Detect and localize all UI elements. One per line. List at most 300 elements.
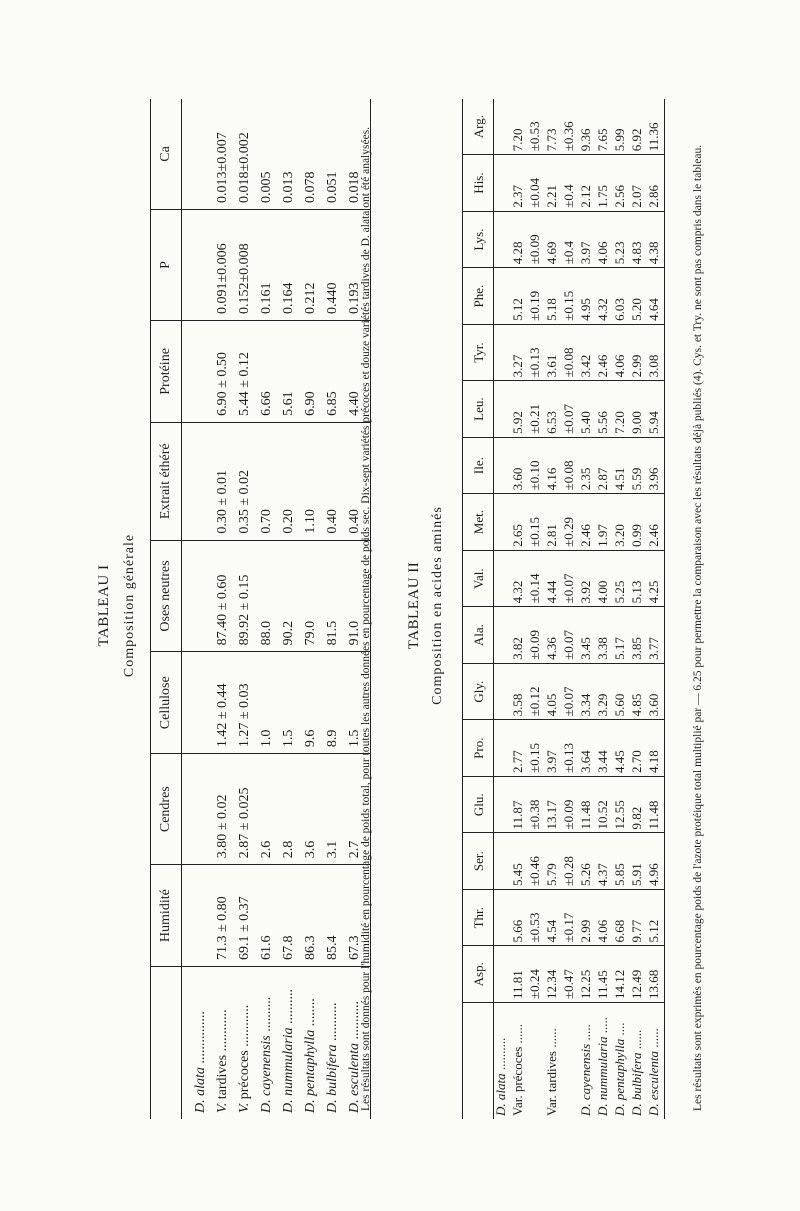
table-row — [647, 99, 665, 1119]
table-cell: 4.44 — [545, 550, 562, 607]
tableau2-header-2: Thr. — [463, 889, 494, 946]
table-cell: ±0.24 — [528, 946, 545, 1003]
table-cell: 4.40 — [348, 321, 371, 423]
row-label — [304, 967, 326, 1120]
table-cell: 12.55 — [613, 776, 630, 833]
row-label — [494, 1003, 512, 1120]
table-cell — [494, 155, 512, 212]
row-label-text: D. cayenensis — [259, 1035, 274, 1113]
table-cell: 2.46 — [596, 324, 613, 381]
table-cell: 5.44 ± 0.12 — [238, 321, 260, 423]
table-row — [238, 99, 260, 1119]
row-label-text: D. nummularia — [595, 1036, 610, 1116]
table-cell: 4.32 — [511, 550, 528, 607]
table-cell: 4.37 — [596, 833, 613, 890]
leader-dots: ........... — [347, 1001, 362, 1044]
table-cell — [494, 494, 512, 551]
table-cell: 5.94 — [647, 381, 665, 438]
table-row — [596, 99, 613, 1119]
table-cell: 0.99 — [630, 494, 647, 551]
table-cell: 4.85 — [630, 663, 647, 720]
table-cell: 0.018 — [348, 99, 371, 209]
tableau1-header-7: P — [151, 209, 182, 320]
table-cell: 3.77 — [647, 607, 665, 664]
tableau2-header-0 — [463, 1003, 494, 1120]
row-label — [596, 1003, 613, 1120]
table-row — [562, 99, 579, 1119]
table-cell: 90.2 — [282, 540, 304, 652]
table-cell: ±0.21 — [528, 381, 545, 438]
table-cell: 2.6 — [260, 754, 282, 865]
table-cell: 5.56 — [596, 381, 613, 438]
table-cell: 5.79 — [545, 833, 562, 890]
tableau1-header-3: Cellulose — [151, 652, 182, 754]
table-cell: 0.013 — [282, 99, 304, 209]
table-cell: 5.13 — [630, 550, 647, 607]
table-cell: 4.51 — [613, 437, 630, 494]
table-cell: 11.45 — [596, 946, 613, 1003]
tableau2-header-4: Glu. — [463, 776, 494, 833]
table-cell: ±0.09 — [528, 607, 545, 664]
table-cell: 6.90 ± 0.50 — [216, 321, 238, 423]
table-cell: 9.82 — [630, 776, 647, 833]
leader-dots: ...... — [646, 1028, 661, 1052]
tableau2-subtitle: Composition en acides aminés — [430, 506, 445, 705]
table-cell — [494, 324, 512, 381]
table-cell: 11.48 — [647, 776, 665, 833]
table-cell: 0.164 — [282, 209, 304, 320]
row-label — [326, 967, 348, 1120]
table-cell: 4.16 — [545, 437, 562, 494]
row-label-text: Var. tardives — [544, 1051, 559, 1116]
tableau2-title: TABLEAU II — [406, 561, 422, 650]
table-cell: 6.53 — [545, 381, 562, 438]
table-cell: ±0.36 — [562, 99, 579, 155]
table-cell: 3.45 — [579, 607, 596, 664]
table-cell: 5.85 — [613, 833, 630, 890]
row-label-text: D. pentaphylla — [612, 1038, 627, 1116]
table-cell: 3.60 — [511, 437, 528, 494]
table-cell — [494, 720, 512, 777]
table-cell: 81.5 — [326, 540, 348, 652]
leader-dots: ...... — [544, 1028, 559, 1052]
table-cell: 3.08 — [647, 324, 665, 381]
table-cell: 2.86 — [647, 155, 665, 212]
table-cell: 4.83 — [630, 211, 647, 268]
table-cell: 5.59 — [630, 437, 647, 494]
row-label — [282, 967, 304, 1120]
table-cell: 89.92 ± 0.15 — [238, 540, 260, 652]
table-cell: 1.97 — [596, 494, 613, 551]
table-row — [613, 99, 630, 1119]
table-cell: 2.46 — [579, 494, 596, 551]
table-cell: 85.4 — [326, 865, 348, 967]
table-row — [545, 99, 562, 1119]
table-row — [216, 99, 238, 1119]
table-cell: 4.25 — [647, 550, 665, 607]
table-cell: 5.25 — [613, 550, 630, 607]
leader-dots: .......... — [259, 996, 274, 1036]
row-label — [260, 967, 282, 1120]
tableau1-subtitle: Composition générale — [122, 533, 137, 678]
tableau1-header-4: Oses neutres — [151, 540, 182, 652]
table-cell: ±0.09 — [562, 776, 579, 833]
table-cell: 4.96 — [647, 833, 665, 890]
table-cell: 4.06 — [613, 324, 630, 381]
tableau1-header-1: Humidité — [151, 865, 182, 967]
table-cell: 4.00 — [596, 550, 613, 607]
tableau2-header-15: His. — [463, 155, 494, 212]
table-cell: 2.56 — [613, 155, 630, 212]
table-cell: 3.6 — [304, 754, 326, 865]
table-cell: ±0.04 — [528, 155, 545, 212]
row-label — [613, 1003, 630, 1120]
table-cell: 10.52 — [596, 776, 613, 833]
row-label-text: D. nummularia — [281, 1027, 296, 1113]
table-cell — [182, 865, 217, 967]
table-row — [630, 99, 647, 1119]
table-cell: 1.10 — [304, 422, 326, 540]
table-cell: 0.078 — [304, 99, 326, 209]
row-label — [216, 967, 238, 1120]
table-cell: 4.38 — [647, 211, 665, 268]
table-cell: ±0.13 — [562, 720, 579, 777]
table-row — [260, 99, 282, 1119]
table-cell: 3.27 — [511, 324, 528, 381]
table-cell — [494, 946, 512, 1003]
table-cell: 4.64 — [647, 268, 665, 325]
table-cell: 5.40 — [579, 381, 596, 438]
table-cell: 9.77 — [630, 889, 647, 946]
tableau2-header-5: Pro. — [463, 720, 494, 777]
row-label-text: D. esculenta — [646, 1051, 661, 1116]
table-cell: ±0.53 — [528, 889, 545, 946]
table-cell — [494, 268, 512, 325]
table-cell — [494, 776, 512, 833]
table-row — [304, 99, 326, 1119]
table-cell: ±0.12 — [528, 663, 545, 720]
table-cell — [494, 550, 512, 607]
table-cell: 2.87 — [596, 437, 613, 494]
table-cell: 0.018±0.002 — [238, 99, 260, 209]
table-cell: 14.12 — [613, 946, 630, 1003]
leader-dots: ..... — [595, 1017, 610, 1037]
table-cell: 7.20 — [613, 381, 630, 438]
table-cell: 5.18 — [545, 268, 562, 325]
table-cell — [494, 99, 512, 155]
table-cell: 4.28 — [511, 211, 528, 268]
table-cell: 67.8 — [282, 865, 304, 967]
table-cell: 3.29 — [596, 663, 613, 720]
leader-dots: ........ — [303, 998, 318, 1030]
tableau2-header-13: Phe. — [463, 268, 494, 325]
table-cell: 6.85 — [326, 321, 348, 423]
row-prefix: V. — [215, 1099, 230, 1113]
table-cell: ±0.07 — [562, 663, 579, 720]
table-cell: 4.18 — [647, 720, 665, 777]
row-label-text: D. bulbifera — [629, 1052, 644, 1116]
table-cell: 91.0 — [348, 540, 371, 652]
table-cell: 5.20 — [630, 268, 647, 325]
leader-dots: .......... — [281, 988, 296, 1028]
table-cell — [494, 381, 512, 438]
table-cell: 2.8 — [282, 754, 304, 865]
table-cell: 4.69 — [545, 211, 562, 268]
table-cell: 0.005 — [260, 99, 282, 209]
table-cell: 61.6 — [260, 865, 282, 967]
leader-dots: ...... — [510, 1023, 525, 1047]
table-cell: ±0.46 — [528, 833, 545, 890]
table-cell: 2.81 — [545, 494, 562, 551]
table-cell — [494, 663, 512, 720]
table-cell: 9.6 — [304, 652, 326, 754]
table-cell — [182, 209, 217, 320]
table-row — [282, 99, 304, 1119]
table-cell: ±0.14 — [528, 550, 545, 607]
table-cell: 5.12 — [511, 268, 528, 325]
tableau1-header-5: Extrait éthéré — [151, 422, 182, 540]
table-cell: ±0.09 — [528, 211, 545, 268]
table-cell: 3.97 — [579, 211, 596, 268]
table-cell: ±0.15 — [528, 494, 545, 551]
row-label-text: D. alata — [493, 1073, 508, 1116]
table-cell: 11.48 — [579, 776, 596, 833]
leader-dots: ..... — [578, 1024, 593, 1044]
table-cell — [494, 833, 512, 890]
tableau1-table — [150, 99, 371, 1119]
table-cell: 5.17 — [613, 607, 630, 664]
row-label — [579, 1003, 596, 1120]
table-cell: 1.5 — [348, 652, 371, 754]
table-cell: 6.66 — [260, 321, 282, 423]
table-cell: 0.30 ± 0.01 — [216, 422, 238, 540]
table-cell: 3.97 — [545, 720, 562, 777]
table-cell: 88.0 — [260, 540, 282, 652]
table-cell: 71.3 ± 0.80 — [216, 865, 238, 967]
table-cell: 79.0 — [304, 540, 326, 652]
table-cell: 67.3 — [348, 865, 371, 967]
table-cell: 87.40 ± 0.60 — [216, 540, 238, 652]
table-cell — [494, 607, 512, 664]
table-cell: 0.40 — [348, 422, 371, 540]
table-cell: 7.65 — [596, 99, 613, 155]
table-cell — [494, 437, 512, 494]
table-cell: 0.091±0.006 — [216, 209, 238, 320]
table-cell: 0.051 — [326, 99, 348, 209]
table-cell — [182, 652, 217, 754]
table-cell — [182, 422, 217, 540]
table-cell — [494, 211, 512, 268]
table-cell: 5.12 — [647, 889, 665, 946]
table-cell: 7.20 — [511, 99, 528, 155]
table-cell — [182, 754, 217, 865]
table-cell: 2.12 — [579, 155, 596, 212]
table-cell: 0.013±0.007 — [216, 99, 238, 209]
table-cell: 1.27 ± 0.03 — [238, 652, 260, 754]
tableau2-header-8: Val. — [463, 550, 494, 607]
table-cell: ±0.19 — [528, 268, 545, 325]
table-cell: 0.35 ± 0.02 — [238, 422, 260, 540]
table-cell: ±0.4 — [562, 211, 579, 268]
table-row — [182, 99, 217, 1119]
table-cell: 5.45 — [511, 833, 528, 890]
table-cell: ±0.07 — [562, 550, 579, 607]
table-cell: 3.20 — [613, 494, 630, 551]
table-row — [494, 99, 512, 1119]
tableau2-table — [462, 99, 665, 1119]
table-cell: 3.92 — [579, 550, 596, 607]
tableau2-header-12: Tyr. — [463, 324, 494, 381]
row-label — [630, 1003, 647, 1120]
table-cell: 2.46 — [647, 494, 665, 551]
tableau2-header-11: Leu. — [463, 381, 494, 438]
table-cell: 0.212 — [304, 209, 326, 320]
table-cell — [494, 889, 512, 946]
leader-dots: .......... — [493, 1037, 508, 1074]
table-cell: ±0.47 — [562, 946, 579, 1003]
table-cell: 69.1 ± 0.37 — [238, 865, 260, 967]
table-cell — [182, 321, 217, 423]
row-label — [238, 967, 260, 1120]
row-label-text: D. bulbifera — [325, 1044, 340, 1113]
table-cell: 12.49 — [630, 946, 647, 1003]
row-label-text: D. alata — [193, 1067, 208, 1113]
row-label — [511, 1003, 528, 1120]
table-cell: ±0.17 — [562, 889, 579, 946]
table-cell: 5.92 — [511, 381, 528, 438]
table-cell: ±0.15 — [562, 268, 579, 325]
table-cell: 0.152±0.008 — [238, 209, 260, 320]
tableau2-note: Les résultats sont exprimés en pourcentage poids de l'azote protéique total multiplié par — 6.25 pour permettre la comparaison avec les résultats déjà publiés (4). Cys. et Try. ne sont pas compris dans le tableau. — [692, 144, 704, 1111]
table-cell: 12.25 — [579, 946, 596, 1003]
table-cell: 2.35 — [579, 437, 596, 494]
table-cell: 8.9 — [326, 652, 348, 754]
table-cell: 5.23 — [613, 211, 630, 268]
table-cell: 2.21 — [545, 155, 562, 212]
table-cell: 1.0 — [260, 652, 282, 754]
table-cell: ±0.10 — [528, 437, 545, 494]
table-cell: 2.37 — [511, 155, 528, 212]
table-cell: 0.20 — [282, 422, 304, 540]
table-row — [511, 99, 528, 1119]
table-row — [326, 99, 348, 1119]
table-row — [579, 99, 596, 1119]
table-cell: 12.34 — [545, 946, 562, 1003]
table-cell: ±0.13 — [528, 324, 545, 381]
table-cell: 4.05 — [545, 663, 562, 720]
leader-dots: ...... — [629, 1029, 644, 1053]
table-cell: 3.34 — [579, 663, 596, 720]
table-cell: 6.92 — [630, 99, 647, 155]
tableau2-header-3: Ser. — [463, 833, 494, 890]
table-cell: 4.06 — [596, 211, 613, 268]
table-cell: 3.58 — [511, 663, 528, 720]
table-cell: 1.42 ± 0.44 — [216, 652, 238, 754]
table-cell: 13.68 — [647, 946, 665, 1003]
table-cell: 3.80 ± 0.02 — [216, 754, 238, 865]
table-cell: 5.99 — [613, 99, 630, 155]
table-cell: 0.70 — [260, 422, 282, 540]
table-cell: 3.38 — [596, 607, 613, 664]
tableau2-header-16: Arg. — [463, 99, 494, 155]
table-cell: 2.70 — [630, 720, 647, 777]
tableau1-header-6: Protéine — [151, 321, 182, 423]
tableau2-header-9: Met. — [463, 494, 494, 551]
row-label-text: D. pentaphylla — [303, 1029, 318, 1113]
tableau1-title: TABLEAU I — [96, 564, 112, 647]
table-cell: 2.99 — [579, 889, 596, 946]
table-cell: 3.44 — [596, 720, 613, 777]
tableau2-header-1: Asp. — [463, 946, 494, 1003]
table-row — [528, 99, 545, 1119]
tableau2-header-7: Ala. — [463, 607, 494, 664]
table-cell: 3.96 — [647, 437, 665, 494]
table-cell: 0.440 — [326, 209, 348, 320]
table-cell: ±0.53 — [528, 99, 545, 155]
table-cell: 6.03 — [613, 268, 630, 325]
table-cell: 4.06 — [596, 889, 613, 946]
table-cell: 2.07 — [630, 155, 647, 212]
tableau1-header-8: Ca — [151, 99, 182, 209]
table-cell: 2.65 — [511, 494, 528, 551]
leader-dots: ........... — [325, 1002, 340, 1045]
table-cell: 4.45 — [613, 720, 630, 777]
table-cell: 2.7 — [348, 754, 371, 865]
table-cell: 6.68 — [613, 889, 630, 946]
table-cell: ±0.28 — [562, 833, 579, 890]
row-label-text: précoces — [237, 1050, 252, 1100]
tableau2-header-14: Lys. — [463, 211, 494, 268]
table-cell: 13.17 — [545, 776, 562, 833]
table-cell: ±0.07 — [562, 607, 579, 664]
leader-dots: ............ — [215, 1009, 230, 1055]
table-cell: 5.91 — [630, 833, 647, 890]
table-cell: 5.26 — [579, 833, 596, 890]
table-cell: 5.66 — [511, 889, 528, 946]
table-cell: 3.61 — [545, 324, 562, 381]
row-label — [182, 967, 217, 1120]
table-cell: 11.87 — [511, 776, 528, 833]
table-cell: 9.00 — [630, 381, 647, 438]
tableau2-header-10: Ile. — [463, 437, 494, 494]
table-cell: 11.36 — [647, 99, 665, 155]
tableau1-header-0 — [151, 967, 182, 1120]
table-cell: ±0.07 — [562, 381, 579, 438]
tableau1-note: Les résultats sont donnés pour l'humidité en pourcentage de poids total, pour toutes les autres données en pourcentage de poids sec. Dix-sept variétés précoces et douze variétés tardives de D. alata ont été analysées. — [360, 126, 372, 1111]
tableau1-header-2: Cendres — [151, 754, 182, 865]
table-cell: ±0.08 — [562, 324, 579, 381]
table-cell: 4.54 — [545, 889, 562, 946]
table-cell — [182, 540, 217, 652]
row-label-text: tardives — [215, 1054, 230, 1100]
table-cell: ±0.38 — [528, 776, 545, 833]
table-cell: 2.87 ± 0.025 — [238, 754, 260, 865]
table-cell: ±0.29 — [562, 494, 579, 551]
row-label-text: D. cayenensis — [578, 1043, 593, 1116]
table-cell: 3.82 — [511, 607, 528, 664]
table-cell: 5.60 — [613, 663, 630, 720]
row-label — [562, 1003, 579, 1120]
leader-dots: ............... — [193, 1011, 208, 1068]
table-cell: 3.85 — [630, 607, 647, 664]
table-cell: 0.40 — [326, 422, 348, 540]
table-cell: 3.42 — [579, 324, 596, 381]
table-cell: 6.90 — [304, 321, 326, 423]
table-cell: 0.161 — [260, 209, 282, 320]
row-label-text: D. esculenta — [347, 1043, 362, 1113]
table-cell: 86.3 — [304, 865, 326, 967]
table-cell: 5.61 — [282, 321, 304, 423]
